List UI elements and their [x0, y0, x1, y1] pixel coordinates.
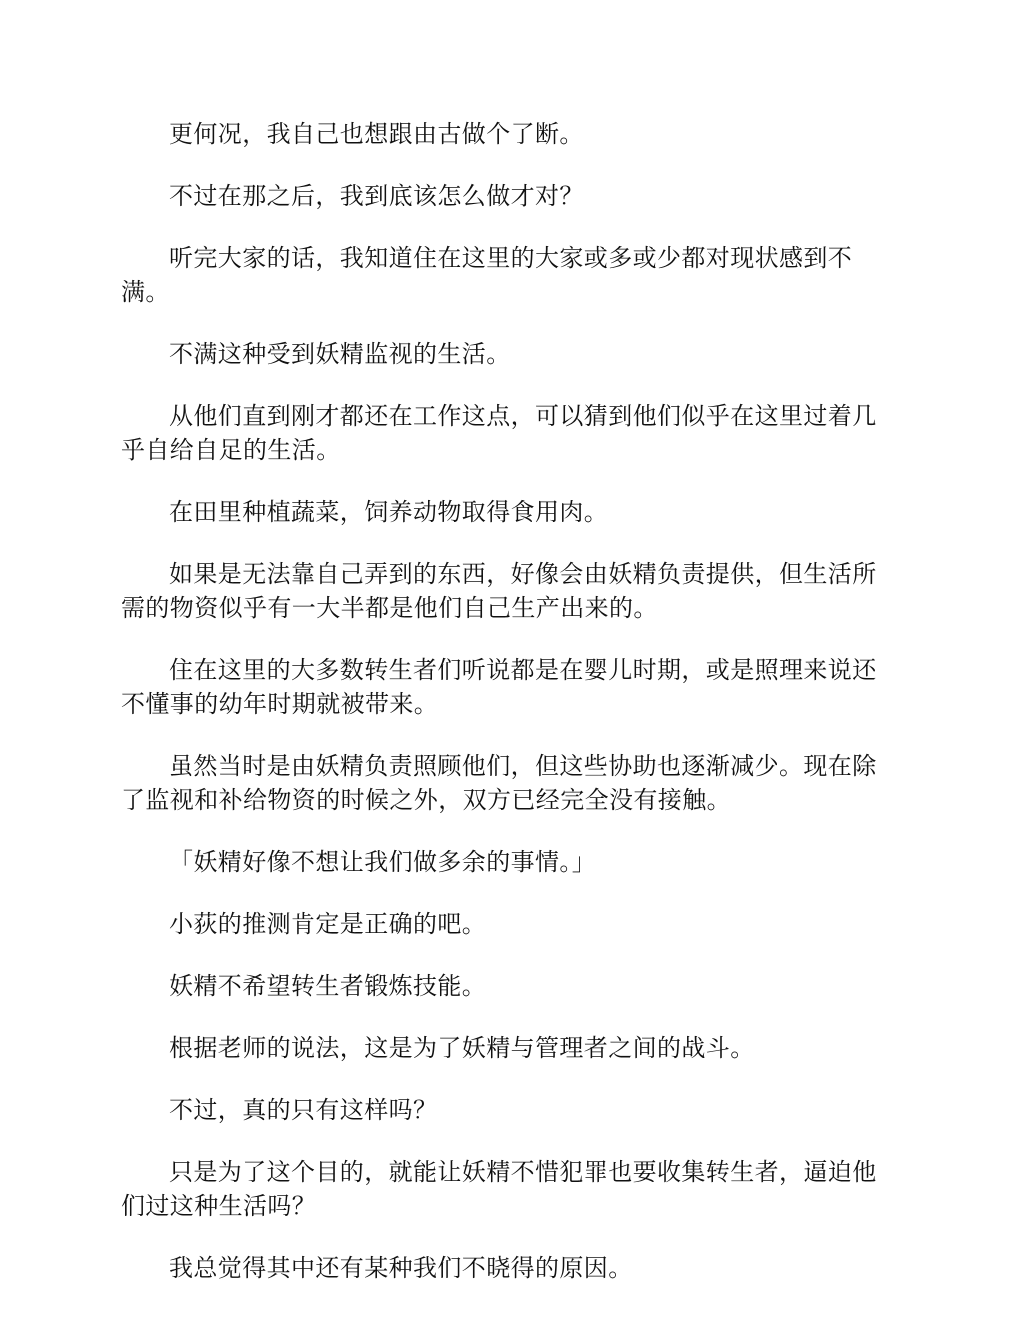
paragraph: 小荻的推测肯定是正确的吧。	[169, 910, 487, 938]
paragraph: 妖精不希望转生者锻炼技能。	[169, 972, 487, 1000]
body-text	[121, 117, 899, 1313]
paragraph: 我总觉得其中还有某种我们不晓得的原因。	[169, 1254, 633, 1282]
paragraph: 如果是无法靠自己弄到的东西，好像会由妖精负责提供，但生活所需的物资似乎有一大半都是他们自己生产出来的。	[121, 560, 877, 622]
paragraph: 住在这里的大多数转生者们听说都是在婴儿时期，或是照理来说还不懂事的幼年时期就被带来。	[121, 656, 877, 718]
paragraph: 不过，真的只有这样吗？	[169, 1096, 438, 1124]
paragraph: 从他们直到刚才都还在工作这点，可以猜到他们似乎在这里过着几乎自给自足的生活。	[121, 402, 877, 464]
paragraph: 在田里种植蔬菜，饲养动物取得食用肉。	[169, 498, 609, 526]
paragraph: 「妖精好像不想让我们做多余的事情。」	[169, 848, 597, 876]
paragraph: 只是为了这个目的，就能让妖精不惜犯罪也要收集转生者，逼迫他们过这种生活吗？	[121, 1158, 877, 1220]
paragraph: 不满这种受到妖精监视的生活。	[169, 340, 511, 368]
paragraph: 虽然当时是由妖精负责照顾他们，但这些协助也逐渐减少。现在除了监视和补给物资的时候之外，双方已经完全没有接触。	[121, 752, 877, 814]
paragraph: 更何况，我自己也想跟由古做个了断。	[169, 120, 584, 148]
paragraph: 不过在那之后，我到底该怎么做才对？	[169, 182, 584, 210]
paragraph: 听完大家的话，我知道住在这里的大家或多或少都对现状感到不满。	[121, 244, 853, 306]
paragraph: 根据老师的说法，这是为了妖精与管理者之间的战斗。	[169, 1034, 755, 1062]
